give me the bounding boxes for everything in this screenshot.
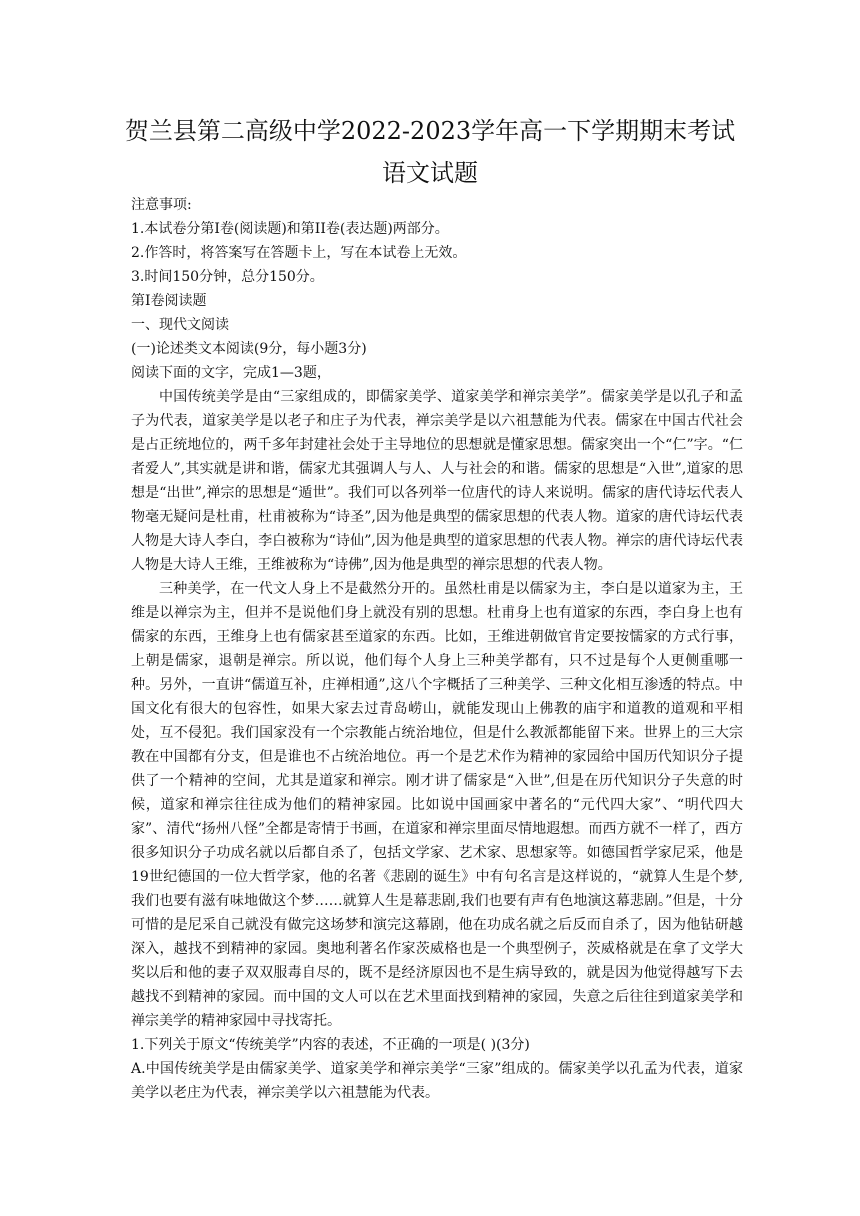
notice-item: 2.作答时，将答案写在答题卡上，写在本试卷上无效。 — [131, 245, 467, 261]
part-heading: 一、现代文阅读 — [131, 317, 229, 333]
passage-paragraph: 中国传统美学是由“三家组成的，即儒家美学、道家美学和禅宗美学”。儒家美学是以孔子和孟子为代表，道家美学是以老子和庄子为代表，禅宗美学是以六祖慧能为代表。儒家在中国古代社会是占正统地位的，两千多年封建社会处于主导地位的思想就是懂家思想。儒家突出一个“仁”字。“仁者爱人”,其实就是讲和谐，儒家尤其强调人与人、人与社会的和谐。儒家的思想是“入世”,道家的思想是“出世”,禅宗的思想是“遁世”。我们可以各列举一位唐代的诗人来说明。儒家的唐代诗坛代表人物毫无疑问是杜甫，杜甫被称为“诗圣”,因为他是典型的儒家思想的代表人物。道家的唐代诗坛代表人物是大诗人李白，李白被称为“诗仙”,因为他是典型的道家思想的代表人物。禅宗的唐代诗坛代表人物是大诗人王维，王维被称为“诗佛”,因为他是典型的禅宗思想的代表人物。 — [131, 389, 743, 573]
passage-paragraph: 三种美学，在一代文人身上不是截然分开的。虽然杜甫是以儒家为主，李白是以道家为主，王维是以禅宗为主，但并不是说他们身上就没有别的思想。杜甫身上也有道家的东西，李白身上也有儒家的东西，王维身上也有儒家甚至道家的东西。比如，王维进朝做官肯定要按懦家的方式行事，上朝是儒家，退朝是禅宗。所以说，他们每个人身上三种美学都有，只不过是每个人更侧重哪一种。另外，一直讲“儒道互补，庄禅相通”,这八个字概括了三种美学、三种文化相互渗透的特点。中国文化有很大的包容性，如果大家去过青岛崂山，就能发现山上佛教的庙宇和道教的道观和平相处，互不侵犯。我们国家没有一个宗教能占统治地位，但是什么教派都能留下来。世界上的三大宗教在中国都有分支，但是谁也不占统治地位。再一个是艺术作为精神的家园给中国历代知识分子提供了一个精神的空间，尤其是道家和禅宗。刚才讲了儒家是“入世”,但是在历代知识分子失意的时候，道家和禅宗往往成为他们的精神家园。比如说中国画家中著名的“元代四大家”、“明代四大家”、清代“扬州八怪”全都是寄情于书画，在道家和禅宗里面尽情地遐想。而西方就不一样了，西方很多知识分子功成名就以后都自杀了，包括文学家、艺术家、思想家等。如德国哲学家尼采，他是19世纪德国的一位大哲学家，他的名著《悲剧的诞生》中有句名言是这样说的，“就算人生是个梦,我们也要有滋有味地做这个梦……就算人生是幕悲剧,我们也要有声有色地演这幕悲剧。”但是，十分可惜的是尼采自己就没有做完这场梦和演完这幕剧，他在功成名就之后反而自杀了，因为他钻研越深入，越找不到精神的家园。奥地利著名作家茨威格也是一个典型例子，茨威格就是在拿了文学大奖以后和他的妻子双双服毒自尽的，既不是经济原因也不是生病导致的，就是因为他觉得越写下去越找不到精神的家园。而中国的文人可以在艺术里面找到精神的家园，失意之后往往到道家美学和禅宗美学的精神家园中寻找寄托。 — [131, 581, 743, 1029]
exam-body — [131, 193, 743, 1105]
reading-instruction: 阅读下面的文字，完成1—3题， — [131, 365, 331, 381]
exam-subtitle: 语文试题 — [382, 159, 478, 187]
exam-title: 贺兰县第二高级中学2022-2023学年高一下学期期末考试 — [124, 117, 736, 145]
subsection-heading: (一)论述类文本阅读(9分，每小题3分) — [131, 341, 367, 357]
volume-heading: 第I卷阅读题 — [131, 293, 207, 309]
question-option-a: A.中国传统美学是由儒家美学、道家美学和禅宗美学“三家”组成的。儒家美学以孔孟为代表，道家美学以老庄为代表，禅宗美学以六祖慧能为代表。 — [131, 1061, 743, 1101]
question-stem: 1.下列关于原文“传统美学”内容的表述，不正确的一项是( )(3分) — [131, 1037, 530, 1053]
notice-item: 1.本试卷分第I卷(阅读题)和第II卷(表达题)两部分。 — [131, 221, 449, 237]
notice-heading: 注意事项: — [131, 197, 192, 213]
notice-item: 3.时间150分钟，总分150分。 — [131, 269, 324, 285]
